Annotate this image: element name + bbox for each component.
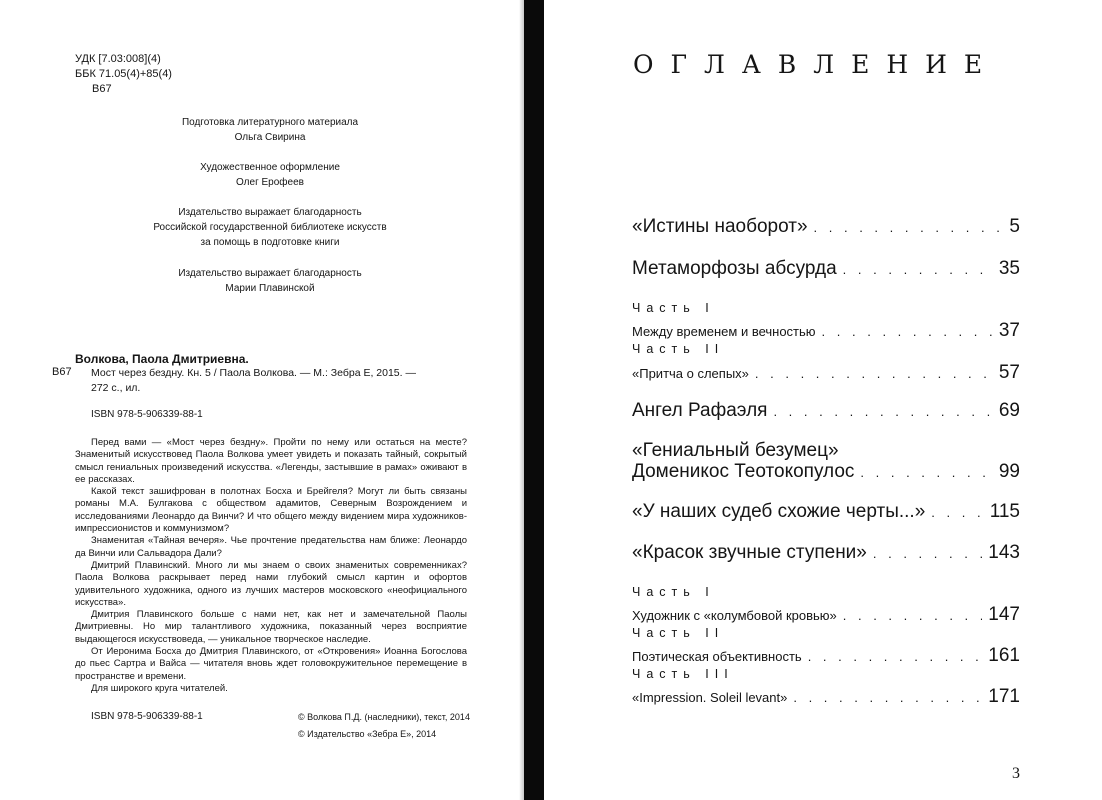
credit-line: Художественное оформление	[200, 162, 340, 173]
book-spine-gutter	[524, 0, 544, 800]
credit-line: Издательство выражает благодарность	[178, 268, 362, 279]
classification-block	[75, 52, 172, 97]
credit-thanks-person	[120, 266, 420, 296]
toc-entry-title: Между временем и вечностью	[632, 324, 816, 339]
leader-dots	[773, 404, 992, 419]
toc-entry[interactable]	[632, 320, 1020, 342]
leader-dots	[793, 690, 982, 705]
toc-entry-page: 99	[998, 461, 1020, 482]
credit-line: Российской государственной библиотеке искусств	[153, 222, 387, 233]
toc-entry-title: «Притча о слепых»	[632, 366, 749, 381]
toc-entry-title: «Истины наоборот»	[632, 216, 808, 237]
toc-part-label: Часть III	[632, 667, 734, 681]
right-page-toc	[545, 0, 1102, 800]
leader-dots	[822, 324, 993, 339]
toc-title: ОГЛАВЛЕНИЕ	[633, 50, 1000, 79]
bbk-code: ББК 71.05(4)+85(4)	[75, 68, 172, 80]
toc-entry-title: Поэтическая объективность	[632, 649, 802, 664]
toc-entry-title: Метаморфозы абсурда	[632, 258, 837, 279]
bib-code: В67	[52, 366, 72, 378]
toc-entry-title: Художник с «колумбовой кровью»	[632, 608, 837, 623]
leader-dots	[755, 366, 993, 381]
toc-entry[interactable]	[632, 216, 1020, 238]
isbn-bottom: ISBN 978-5-906339-88-1	[91, 711, 203, 722]
toc-entry-page: 171	[988, 686, 1020, 707]
annotation-paragraph: Перед вами — «Мост через бездну». Пройти по нему или остаться на месте? Знаменитый искусствовед Паола Волкова умеет увидеть и показать тайный, сокрытый смысл гениальных произведений искусства. «Легенды, застывшие в рамах» оживают в ее рассказах.	[75, 437, 467, 485]
toc-entry[interactable]	[632, 258, 1020, 280]
toc-entry-title: Ангел Рафаэля	[632, 400, 768, 421]
toc-entry-title: «Impression. Soleil levant»	[632, 690, 788, 705]
toc-entry[interactable]	[632, 400, 1020, 422]
toc-entry[interactable]	[632, 604, 1020, 626]
toc-entry[interactable]	[632, 542, 1020, 564]
toc-part-label: Часть II	[632, 626, 725, 640]
credit-thanks-library	[120, 205, 420, 250]
page-number: 3	[1012, 765, 1020, 782]
toc-entry[interactable]	[632, 686, 1020, 708]
bibliographic-record	[91, 366, 461, 396]
toc-entry[interactable]	[632, 362, 1020, 384]
annotation-paragraph: Дмитрий Плавинский. Много ли мы знаем о своих знаменитых современниках? Паола Волкова раскрывает перед нами глубокий смысл картин и офортов удивительного художника, одного из лучших мастеров московского «неофициального искусства».	[75, 559, 467, 608]
toc-entry[interactable]	[632, 461, 1020, 483]
credit-line: за помощь в подготовке книги	[200, 237, 340, 248]
credit-design	[120, 160, 420, 190]
leader-dots	[814, 220, 1004, 235]
credit-line: Марии Плавинской	[225, 283, 315, 294]
toc-entry-page: 69	[998, 400, 1020, 421]
copyright-text: © Волкова П.Д. (наследники), текст, 2014	[298, 712, 470, 722]
credit-line: Олег Ерофеев	[236, 177, 304, 188]
author-sign: В67	[92, 83, 112, 95]
copyright-publisher: © Издательство «Зебра Е», 2014	[298, 729, 437, 739]
toc-entry-title: «Красок звучные ступени»	[632, 542, 867, 563]
credit-line: Ольга Свирина	[234, 132, 306, 143]
leader-dots	[860, 465, 992, 480]
toc-entry-page: 147	[988, 604, 1020, 625]
udk-code: УДК [7.03:008](4)	[75, 53, 161, 65]
toc-entry-title: «У наших судеб схожие черты...»	[632, 501, 926, 522]
toc-entry-page: 5	[1009, 216, 1020, 237]
toc-part-label: Часть I	[632, 585, 715, 599]
bib-line: 272 с., ил.	[91, 382, 141, 394]
toc-entry-page: 35	[998, 258, 1020, 279]
annotation-paragraph: Дмитрия Плавинского больше с нами нет, как нет и замечательной Паолы Дмитриевны. Но мир талантливого художника, показанный через восприятие выдающегося искусствоведа, — уникальное творческое наследие.	[75, 609, 467, 645]
isbn-top: ISBN 978-5-906339-88-1	[91, 409, 203, 420]
bib-line: Мост через бездну. Кн. 5 / Паола Волкова. — М.: Зебра Е, 2015. —	[91, 367, 416, 379]
leader-dots	[843, 262, 993, 277]
annotation-paragraph: От Иеронима Босха до Дмитрия Плавинского, от «Откровения» Иоанна Богослова до пьес Сартра и Вайса — читателя вновь ждет головокружительное перемещение в пространстве и времени.	[75, 646, 467, 682]
annotation-paragraph: Для широкого круга читателей.	[91, 682, 228, 694]
leader-dots	[873, 546, 982, 561]
toc-entry-page: 37	[998, 320, 1020, 341]
annotation	[75, 437, 467, 695]
credit-literary	[120, 115, 420, 145]
left-page-imprint	[0, 0, 520, 800]
toc-entry-page: 57	[998, 362, 1020, 383]
toc-entry[interactable]	[632, 645, 1020, 667]
leader-dots	[931, 505, 983, 520]
toc-entry-page: 161	[988, 645, 1020, 666]
toc-part-label: Часть I	[632, 301, 715, 315]
toc-entry-page: 115	[989, 501, 1020, 522]
toc-entry-title: Доменикос Теотокопулос	[632, 461, 855, 482]
annotation-paragraph: Какой текст зашифрован в полотнах Босха и Брейгеля? Могут ли быть связаны романы М.А. Булгакова с обществом адамитов, Северным Возрождением и исследованиями Леонардо да Винчи? И что общего между видением мира художников-импрессионистов и коммунизмом?	[75, 486, 467, 535]
toc-entry-page: 143	[988, 542, 1020, 563]
credit-line: Подготовка литературного материала	[181, 117, 359, 128]
toc-entry-title-line1: «Гениальный безумец»	[632, 440, 839, 461]
toc-part-label: Часть II	[632, 342, 725, 356]
credit-line: Издательство выражает благодарность	[178, 207, 362, 218]
author-heading: Волкова, Паола Дмитриевна.	[75, 352, 249, 366]
annotation-paragraph: Знаменитая «Тайная вечеря». Чье прочтение предательства нам ближе: Леонардо да Винчи или Сальвадора Дали?	[75, 535, 467, 559]
toc-entry[interactable]	[632, 501, 1020, 523]
leader-dots	[843, 608, 983, 623]
leader-dots	[808, 649, 983, 664]
